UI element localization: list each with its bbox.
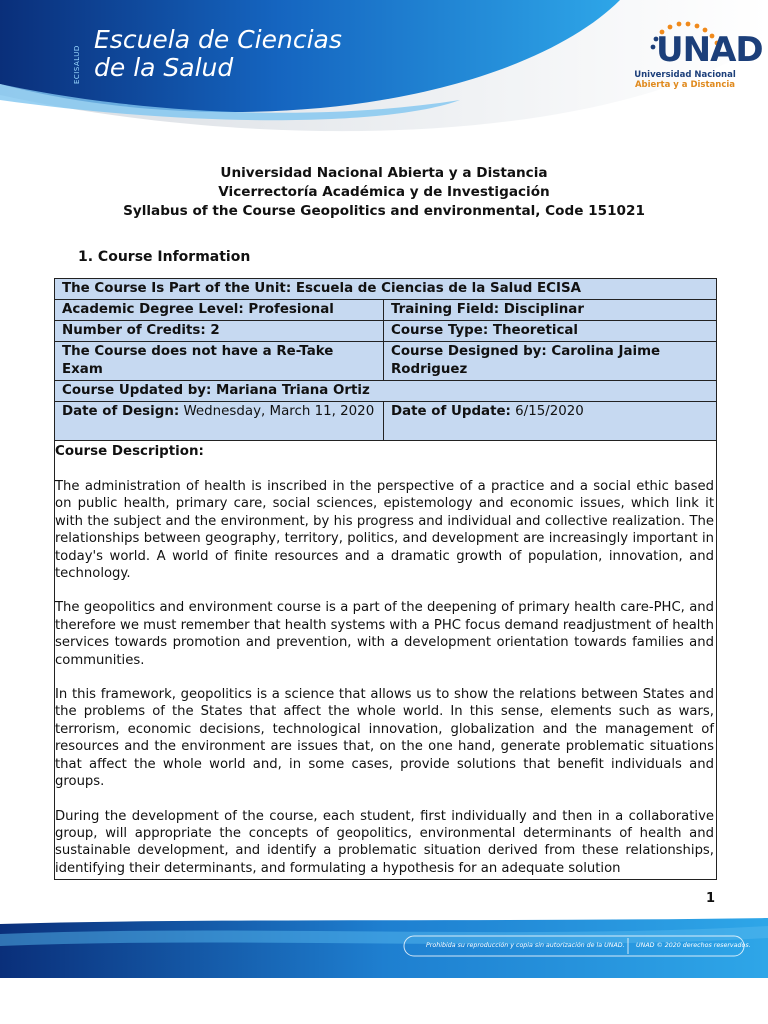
logo-subtitle-line2: Abierta y a Distancia — [634, 80, 736, 90]
footer-rights: UNAD © 2020 derechos reservados. — [636, 942, 751, 949]
course-description-cell — [55, 441, 716, 879]
table-row — [55, 342, 716, 381]
date-of-update-cell — [384, 402, 716, 440]
description-paragraph-4: During the development of the course, each student, first individually and then in a collaborative group, will appropriate the concepts of geopolitics, environmental determinants of health and sustainable development, and identify a problematic situation derived from these relationships, identifying their determinants, and formulating a hypothesis for an adequate solution — [55, 808, 714, 876]
title-syllabus: Syllabus of the Course Geopolitics and environmental, Code 151021 — [123, 203, 645, 219]
course-info-table — [54, 278, 717, 880]
course-type-cell: Course Type: Theoretical — [391, 323, 579, 338]
school-vertical-label: ECISALUD — [73, 45, 81, 84]
document-titles — [0, 164, 768, 221]
date-of-update-label: Date of Update: — [391, 404, 511, 419]
school-name-line2: de la Salud — [94, 53, 234, 82]
updated-by-cell: Course Updated by: Mariana Triana Ortiz — [62, 383, 370, 398]
table-row — [55, 381, 716, 402]
table-row — [55, 321, 716, 342]
date-of-design-value: Wednesday, March 11, 2020 — [179, 404, 375, 419]
table-row — [55, 300, 716, 321]
credits-cell: Number of Credits: 2 — [55, 321, 384, 341]
date-of-design-cell — [55, 402, 384, 440]
training-field-cell: Training Field: Disciplinar — [391, 302, 584, 317]
unad-logo-subtitle — [621, 70, 749, 90]
date-of-design-label: Date of Design: — [62, 404, 180, 419]
description-paragraph-2: The geopolitics and environment course is a part of the deepening of primary health care-PHC, and therefore we must remember that health systems with a PHC focus demand readjustment of health services towards promotion and prevention, with a development orientation towards families and communities. — [55, 600, 714, 668]
school-name — [94, 26, 342, 82]
unad-logo-text: UNAD — [656, 30, 763, 70]
unit-cell: The Course Is Part of the Unit: Escuela de Ciencias de la Salud ECISA — [62, 281, 581, 296]
logo-subtitle-line1: Universidad Nacional — [634, 70, 736, 80]
designed-by-cell: Course Designed by: Carolina Jaime Rodriguez — [391, 344, 661, 377]
degree-level-cell: Academic Degree Level: Profesional — [55, 300, 384, 320]
date-of-update-value: 6/15/2020 — [510, 404, 584, 419]
title-university: Universidad Nacional Abierta y a Distancia — [220, 165, 548, 181]
title-vicerrectoria: Vicerrectoría Académica y de Investigación — [218, 184, 550, 200]
course-description-title: Course Description: — [55, 444, 204, 459]
description-paragraph-1: The administration of health is inscribed in the perspective of a practice and a social ethic based on public health, primary care, social sciences, epistemology and economic issues, which link it with the subject and the environment, by his progress and individual and collective realization. The relationships between geography, territory, politics, and development are increasingly important in today's world. A world of finite resources and a dramatic growth of population, innovation, and technology. — [55, 479, 714, 582]
table-row — [55, 279, 716, 300]
retake-cell: The Course does not have a Re-Take Exam — [55, 342, 384, 380]
table-row — [55, 402, 716, 441]
page-number: 1 — [706, 891, 716, 906]
school-name-line1: Escuela de Ciencias — [94, 25, 342, 54]
footer-copy-notice: Prohibida su reproducción y copia sin autorización de la UNAD. — [426, 942, 625, 949]
description-paragraph-3: In this framework, geopolitics is a science that allows us to show the relations between States and the problems of the States that affect the whole world. In this sense, elements such as wars, terrorism, economic decisions, technological innovation, globalization and the management of resources and the environment are issues that, on the one hand, generate problematic situations that affect the whole world and, in some cases, provide solutions that benefit individuals and groups. — [55, 687, 714, 790]
section-heading: 1. Course Information — [78, 249, 251, 265]
